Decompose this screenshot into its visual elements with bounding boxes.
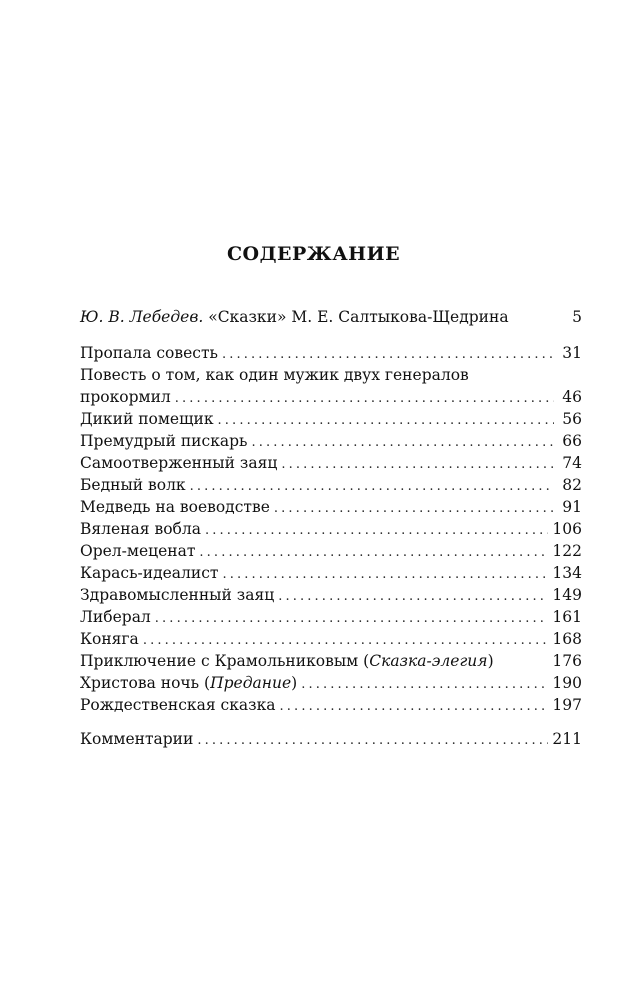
entry-title: Комментарии <box>80 730 194 748</box>
page-number: 176 <box>552 652 582 670</box>
entry-title: Бедный волк <box>80 476 186 494</box>
entry-title: Либерал <box>80 608 151 626</box>
page-number: 82 <box>562 476 582 494</box>
page-number: 74 <box>562 454 582 472</box>
toc-entry <box>80 586 582 608</box>
entry-title: Пропала совесть <box>80 344 218 362</box>
dot-leader <box>281 457 554 472</box>
page-number: 211 <box>552 730 582 748</box>
toc-intro-entry <box>80 308 582 330</box>
dot-leader <box>251 435 554 450</box>
page-number: 149 <box>552 586 582 604</box>
page-number: 197 <box>552 696 582 714</box>
dot-leader <box>222 567 548 582</box>
entry-title: Орел-меценат <box>80 542 196 560</box>
toc-entry <box>80 344 582 366</box>
dot-leader <box>190 479 554 494</box>
toc-entry <box>80 454 582 476</box>
entry-title: Премудрый пискарь <box>80 432 248 450</box>
page-number: 5 <box>572 308 582 326</box>
dot-leader <box>175 391 554 406</box>
page-number: 66 <box>562 432 582 450</box>
toc-entry <box>80 542 582 564</box>
dot-leader <box>274 501 554 516</box>
entry-title: Здравомысленный заяц <box>80 586 275 604</box>
toc-entry <box>80 630 582 652</box>
page-number: 56 <box>562 410 582 428</box>
toc-entry <box>80 432 582 454</box>
toc-entry <box>80 498 582 520</box>
dot-leader <box>199 545 548 560</box>
toc-entry <box>80 696 582 718</box>
dot-leader <box>222 347 554 362</box>
page-title: СОДЕРЖАНИЕ <box>226 243 401 265</box>
toc-entry <box>80 608 582 630</box>
entry-subtitle: Предание <box>210 674 292 692</box>
entry-subtitle: Сказка-элегия <box>369 652 488 670</box>
page-number: 190 <box>552 674 582 692</box>
page-number: 46 <box>562 388 582 406</box>
entry-title: Христова ночь ( <box>80 674 211 692</box>
entry-title: Рождественская сказка <box>80 696 276 714</box>
page-number: 168 <box>552 630 582 648</box>
toc-entry <box>80 652 582 674</box>
entry-title: Карась-идеалист <box>80 564 219 582</box>
intro-author: Ю. В. Лебедев. <box>80 308 204 326</box>
page-number: 122 <box>552 542 582 560</box>
entry-title: Дикий помещик <box>80 410 214 428</box>
dot-leader <box>301 677 548 692</box>
page-number: 106 <box>552 520 582 538</box>
entry-paren: ) <box>291 674 298 692</box>
entry-title: Вяленая вобла <box>80 520 201 538</box>
page-number: 31 <box>562 344 582 362</box>
toc-entry <box>80 520 582 542</box>
intro-title: «Сказки» М. Е. Салтыкова-Щедрина <box>203 308 509 326</box>
toc-entry <box>80 476 582 498</box>
toc-entry <box>80 564 582 586</box>
toc-entry-comments <box>80 730 582 752</box>
entry-title: прокормил <box>80 388 171 406</box>
dot-leader <box>280 699 549 714</box>
dot-leader <box>205 523 548 538</box>
page-number: 161 <box>552 608 582 626</box>
toc-entry <box>80 366 582 410</box>
dot-leader <box>197 733 548 748</box>
entry-title: Коняга <box>80 630 139 648</box>
dot-leader <box>143 633 549 648</box>
page-number: 134 <box>552 564 582 582</box>
dot-leader <box>218 413 554 428</box>
dot-leader <box>155 611 549 626</box>
entry-title: Приключение с Крамольниковым ( <box>80 652 370 670</box>
table-of-contents <box>80 308 582 752</box>
toc-entry <box>80 410 582 432</box>
entry-title: Медведь на воеводстве <box>80 498 270 516</box>
toc-entry <box>80 674 582 696</box>
page-number: 91 <box>562 498 582 516</box>
entry-title-line1: Повесть о том, как один мужик двух генералов <box>80 366 469 384</box>
dot-leader <box>278 589 548 604</box>
entry-paren: ) <box>487 652 494 670</box>
entry-title: Самоотверженный заяц <box>80 454 278 472</box>
